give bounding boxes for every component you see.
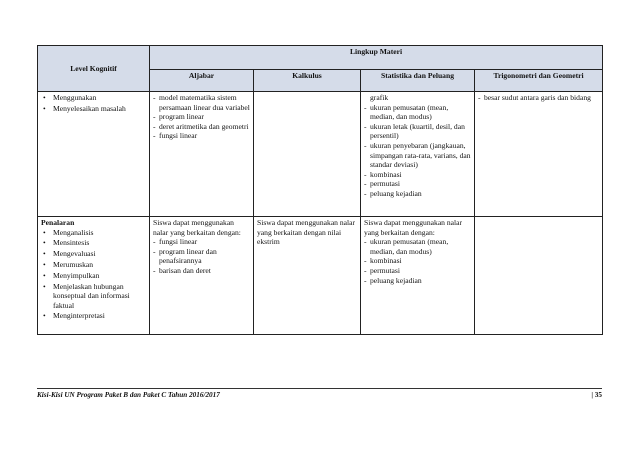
statistika-list <box>364 237 471 285</box>
list-item: • Mensintesis <box>53 238 146 248</box>
list-item: - program linear <box>153 112 250 122</box>
list-item: - peluang kejadian <box>364 276 471 286</box>
list-item: • Merumuskan <box>53 260 146 270</box>
level-title: Penalaran <box>41 218 75 227</box>
column-header-trigonometri: Trigonometri dan Geometri <box>475 70 603 92</box>
list-item: • Menjelaskan hubungan konseptual dan informasi faktual <box>53 282 146 311</box>
aljabar-list <box>153 237 250 275</box>
column-header-kalkulus: Kalkulus <box>254 70 361 92</box>
lingkup-materi-header: Lingkup Materi <box>150 46 603 70</box>
level-list <box>41 93 146 113</box>
list-item: - ukuran pemusatan (mean, median, dan modus) <box>364 237 471 256</box>
column-header-statistika: Statistika dan Peluang <box>361 70 475 92</box>
aljabar-list <box>153 93 250 141</box>
table-row-menggunakan <box>38 92 603 217</box>
list-item: - program linear dan penafsirannya <box>153 247 250 266</box>
list-item: - model matematika sistem persamaan linear dua variabel <box>153 93 250 112</box>
statistika-cell <box>361 217 475 335</box>
list-item: - permutasi <box>364 179 471 189</box>
list-item: - ukuran letak (kuartil, desil, dan persentil) <box>364 122 471 141</box>
list-item: - ukuran pemusatan (mean, median, dan modus) <box>364 103 471 122</box>
footer-rule <box>37 388 602 389</box>
list-item: - fungsi linear <box>153 131 250 141</box>
table-row-penalaran <box>38 217 603 335</box>
level-list <box>41 228 146 321</box>
list-item: - ukuran penyebaran (jangkauan, simpangan rata-rata, varians, dan standar deviasi) <box>364 141 471 170</box>
list-item: • Menganalisis <box>53 228 146 238</box>
statistika-list <box>364 103 471 199</box>
kalkulus-cell <box>254 92 361 217</box>
list-item: - permutasi <box>364 266 471 276</box>
trigonometri-cell <box>475 217 603 335</box>
aljabar-intro: Siswa dapat menggunakan nalar yang berkaitan dengan: <box>153 218 241 237</box>
list-item: • Menggunakan <box>53 93 146 103</box>
list-item: - besar sudut antara garis dan bidang <box>478 93 599 103</box>
list-item: • Mengevaluasi <box>53 249 146 259</box>
list-item: - kombinasi <box>364 256 471 266</box>
trigonometri-list <box>478 93 599 103</box>
page-footer <box>37 391 602 399</box>
level-kognitif-header: Level Kognitif <box>38 46 150 92</box>
level-cell <box>38 92 150 217</box>
list-item: • Menyelesaikan masalah <box>53 104 146 114</box>
level-cell <box>38 217 150 335</box>
aljabar-cell <box>150 217 254 335</box>
statistika-intro: Siswa dapat menggunakan nalar yang berkaitan dengan: <box>364 218 463 237</box>
kisi-kisi-table <box>37 45 603 335</box>
list-item: - kombinasi <box>364 170 471 180</box>
statistika-cell <box>361 92 475 217</box>
page-number: | 35 <box>591 391 602 399</box>
kalkulus-text: Siswa dapat menggunakan nalar yang berkaitan dengan nilai ekstrim <box>257 218 356 247</box>
list-item: - peluang kejadian <box>364 189 471 199</box>
list-item: • Menginterpretasi <box>53 311 146 321</box>
list-item: - deret aritmetika dan geometri <box>153 122 250 132</box>
list-item: - fungsi linear <box>153 237 250 247</box>
column-header-aljabar: Aljabar <box>150 70 254 92</box>
aljabar-cell <box>150 92 254 217</box>
list-item: - barisan dan deret <box>153 266 250 276</box>
list-item: • Menyimpulkan <box>53 271 146 281</box>
kalkulus-cell <box>254 217 361 335</box>
footer-title: Kisi-Kisi UN Program Paket B dan Paket C Tahun 2016/2017 <box>37 391 220 399</box>
statistika-lead: grafik <box>370 93 389 102</box>
trigonometri-cell <box>475 92 603 217</box>
